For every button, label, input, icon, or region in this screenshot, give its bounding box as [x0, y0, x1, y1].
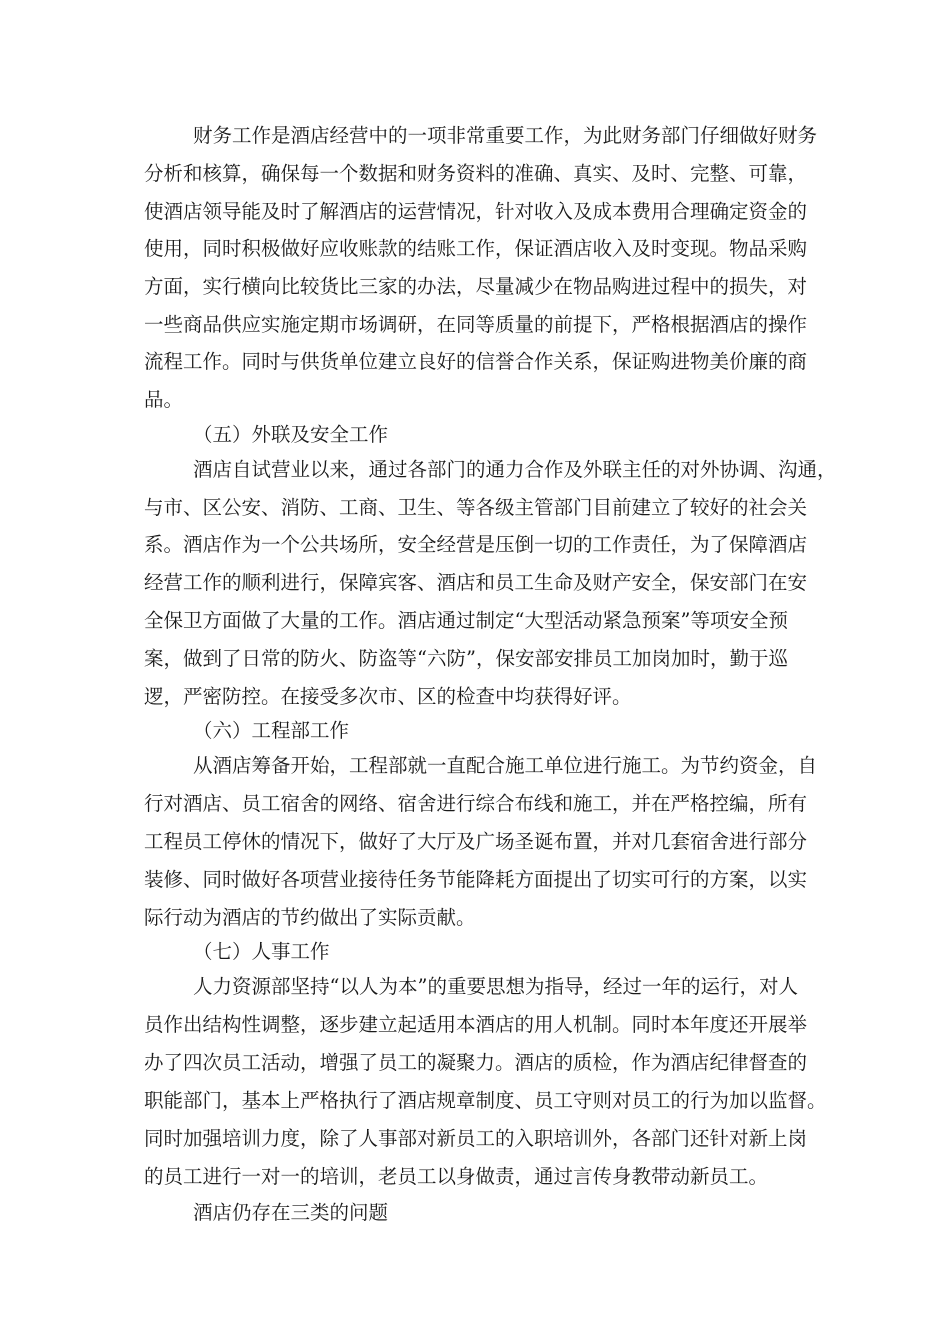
text-line: 的员工进行一对一的培训，老员工以身做责，通过言传身教带动新员工。: [144, 1165, 769, 1188]
section-heading-engineering: （六）工程部工作: [193, 719, 350, 742]
text-line: 一些商品供应实施定期市场调研，在同等质量的前提下，严格根据酒店的操作: [144, 313, 808, 336]
text-line: 办了四次员工活动，增强了员工的凝聚力。酒店的质检，作为酒店纪律督查的: [144, 1051, 808, 1074]
text-line: 分析和核算，确保每一个数据和财务资料的准确、真实、及时、完整、可靠，: [144, 162, 808, 185]
text-line: 行对酒店、员工宿舍的网络、宿舍进行综合布线和施工，并在严格控编，所有: [144, 792, 808, 815]
text-line: 品。: [144, 388, 184, 411]
text-line: 使用，同时积极做好应收账款的结账工作，保证酒店收入及时变现。物品采购: [144, 237, 808, 260]
section-heading-personnel: （七）人事工作: [193, 940, 330, 963]
text-line: 际行动为酒店的节约做出了实际贡献。: [144, 906, 476, 929]
section-heading-external-security: （五）外联及安全工作: [193, 423, 389, 446]
text-line: 工程员工停休的情况下，做好了大厅及广场圣诞布置，并对几套宿舍进行部分: [144, 830, 808, 853]
text-line: 案，做到了日常的防火、防盗等“六防”，保安部安排员工加岗加时，勤于巡: [144, 647, 788, 670]
text-line: 职能部门，基本上严格执行了酒店规章制度、员工守则对员工的行为加以监督。: [144, 1089, 827, 1112]
text-line: 逻，严密防控。在接受多次市、区的检查中均获得好评。: [144, 685, 632, 708]
text-line: 流程工作。同时与供货单位建立良好的信誉合作关系，保证购进物美价廉的商: [144, 350, 808, 373]
text-line: 系。酒店作为一个公共场所，安全经营是压倒一切的工作责任，为了保障酒店: [144, 533, 808, 556]
text-line: 方面，实行横向比较货比三家的办法，尽量减少在物品购进过程中的损失，对: [144, 275, 808, 298]
text-line: 人力资源部坚持“以人为本”的重要思想为指导，经过一年的运行，对人: [193, 975, 798, 998]
text-line: 经营工作的顺利进行，保障宾客、酒店和员工生命及财产安全，保安部门在安: [144, 571, 808, 594]
text-line: 酒店仍存在三类的问题: [193, 1201, 389, 1224]
text-line: 从酒店筹备开始，工程部就一直配合施工单位进行施工。为节约资金，自: [193, 754, 818, 777]
text-line: 使酒店领导能及时了解酒店的运营情况，针对收入及成本费用合理确定资金的: [144, 200, 808, 223]
text-line: 酒店自试营业以来，通过各部门的通力合作及外联主任的对外协调、沟通，: [193, 458, 837, 481]
text-line: 装修、同时做好各项营业接待任务节能降耗方面提出了切实可行的方案，以实: [144, 868, 808, 891]
text-line: 财务工作是酒店经营中的一项非常重要工作，为此财务部门仔细做好财务: [193, 124, 818, 147]
text-line: 同时加强培训力度，除了人事部对新员工的入职培训外，各部门还针对新上岗: [144, 1127, 808, 1150]
text-line: 员作出结构性调整，逐步建立起适用本酒店的用人机制。同时本年度还开展举: [144, 1013, 808, 1036]
text-line: 全保卫方面做了大量的工作。酒店通过制定“大型活动紧急预案”等项安全预: [144, 609, 788, 632]
text-line: 与市、区公安、消防、工商、卫生、等各级主管部门目前建立了较好的社会关: [144, 496, 808, 519]
